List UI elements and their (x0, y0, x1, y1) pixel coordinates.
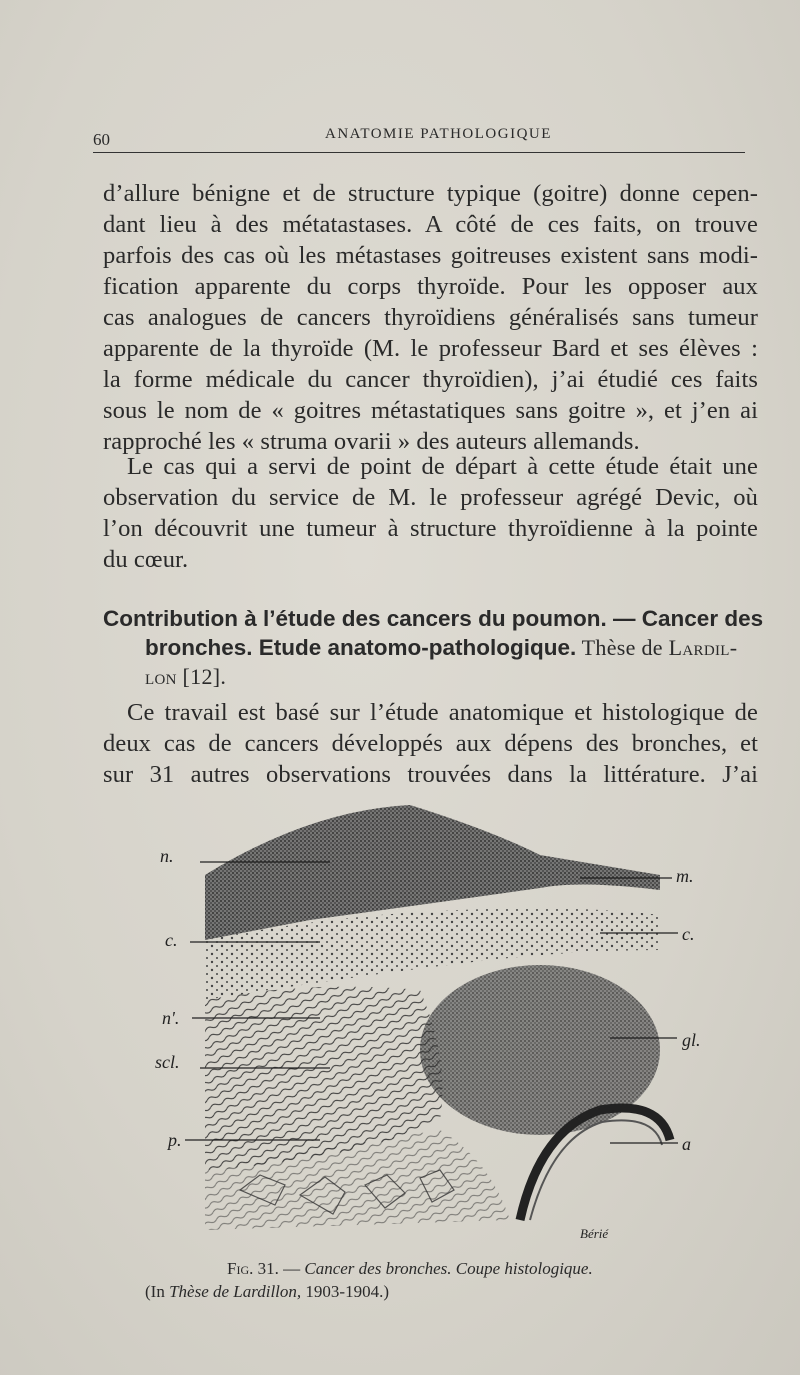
entry-author: Lardil- (668, 635, 738, 660)
entry-author-cont: lon (145, 664, 177, 689)
label-m: m. (676, 866, 694, 886)
figure-caption (145, 1257, 705, 1303)
paragraph-3 (103, 697, 758, 790)
text-line: observation du service de M. le professeur agrégé Devic, où (103, 484, 758, 511)
label-c-right: c. (682, 924, 695, 944)
text-line: du cœur. (103, 546, 189, 573)
entry-line (103, 604, 764, 633)
artist-signature: Bérié (580, 1226, 609, 1241)
running-title: ANATOMIE PATHOLOGIQUE (325, 126, 552, 142)
caption-title: Cancer des bronches. Coupe histologique. (304, 1259, 593, 1278)
text-line: sous le nom de « goitres métastatiques sans goitre », et j’en ai (103, 397, 758, 424)
page-header (93, 126, 743, 149)
paragraph-2 (103, 451, 758, 575)
caption-source-prefix: (In (145, 1282, 170, 1301)
text-line: rapproché les « struma ovarii » des auteurs allemands. (103, 428, 640, 455)
caption-fig-label: Fig. 31. — (227, 1259, 305, 1278)
entry-line (103, 633, 758, 662)
text-line: dant lieu à des métatastases. A côté de ces faits, on trouve (103, 211, 758, 238)
text-line: deux cas de cancers développés aux dépens des bronches, et (103, 730, 758, 757)
label-scl: scl. (155, 1052, 180, 1072)
text-line: l’on découvrit une tumeur à structure thyroïdienne à la pointe (103, 515, 758, 542)
text-line: Ce travail est basé sur l’étude anatomique et histologique de (127, 699, 758, 726)
text-line: parfois des cas où les métastases goitreuses existent sans modi- (103, 242, 758, 269)
entry-title-part2: bronches. Etude anatomo-pathologique. (145, 635, 577, 660)
text-line: Le cas qui a servi de point de départ à cette étude était une (127, 453, 758, 480)
entry-title-part1: Contribution à l’étude des cancers du poumon. — Cancer des (103, 606, 764, 631)
entry-these: Thèse de (576, 635, 669, 660)
text-line: sur 31 autres observations trouvées dans la littérature. J’ai (103, 761, 758, 788)
text-line: la forme médicale du cancer thyroïdien), j’ai étudié ces faits (103, 366, 758, 393)
histology-figure (155, 800, 720, 1250)
paragraph-1 (103, 178, 758, 457)
label-n: n. (160, 846, 174, 866)
caption-source: Thèse de Lardillon, (169, 1282, 302, 1301)
text-line: apparente de la thyroïde (M. le professeur Bard et ses élèves : (103, 335, 758, 362)
label-a: a (682, 1134, 691, 1154)
caption-source-years: 1903-1904.) (301, 1282, 389, 1301)
page-number: 60 (93, 130, 110, 149)
header-rule (93, 152, 745, 153)
label-p: p. (168, 1130, 182, 1150)
bibliography-entry (103, 604, 764, 691)
text-line: fication apparente du corps thyroïde. Pour les opposer aux (103, 273, 758, 300)
text-line: cas analogues de cancers thyroïdiens généralisés sans tumeur (103, 304, 758, 331)
label-c-left: c. (165, 930, 178, 950)
text-line: d’allure bénigne et de structure typique (goitre) donne cepen- (103, 180, 758, 207)
label-n-prime: n'. (162, 1008, 180, 1028)
caption-line-2 (145, 1280, 705, 1303)
entry-ref: [12]. (176, 664, 227, 689)
label-gl: gl. (682, 1030, 701, 1050)
caption-line-1 (145, 1257, 705, 1280)
entry-line (103, 662, 758, 691)
